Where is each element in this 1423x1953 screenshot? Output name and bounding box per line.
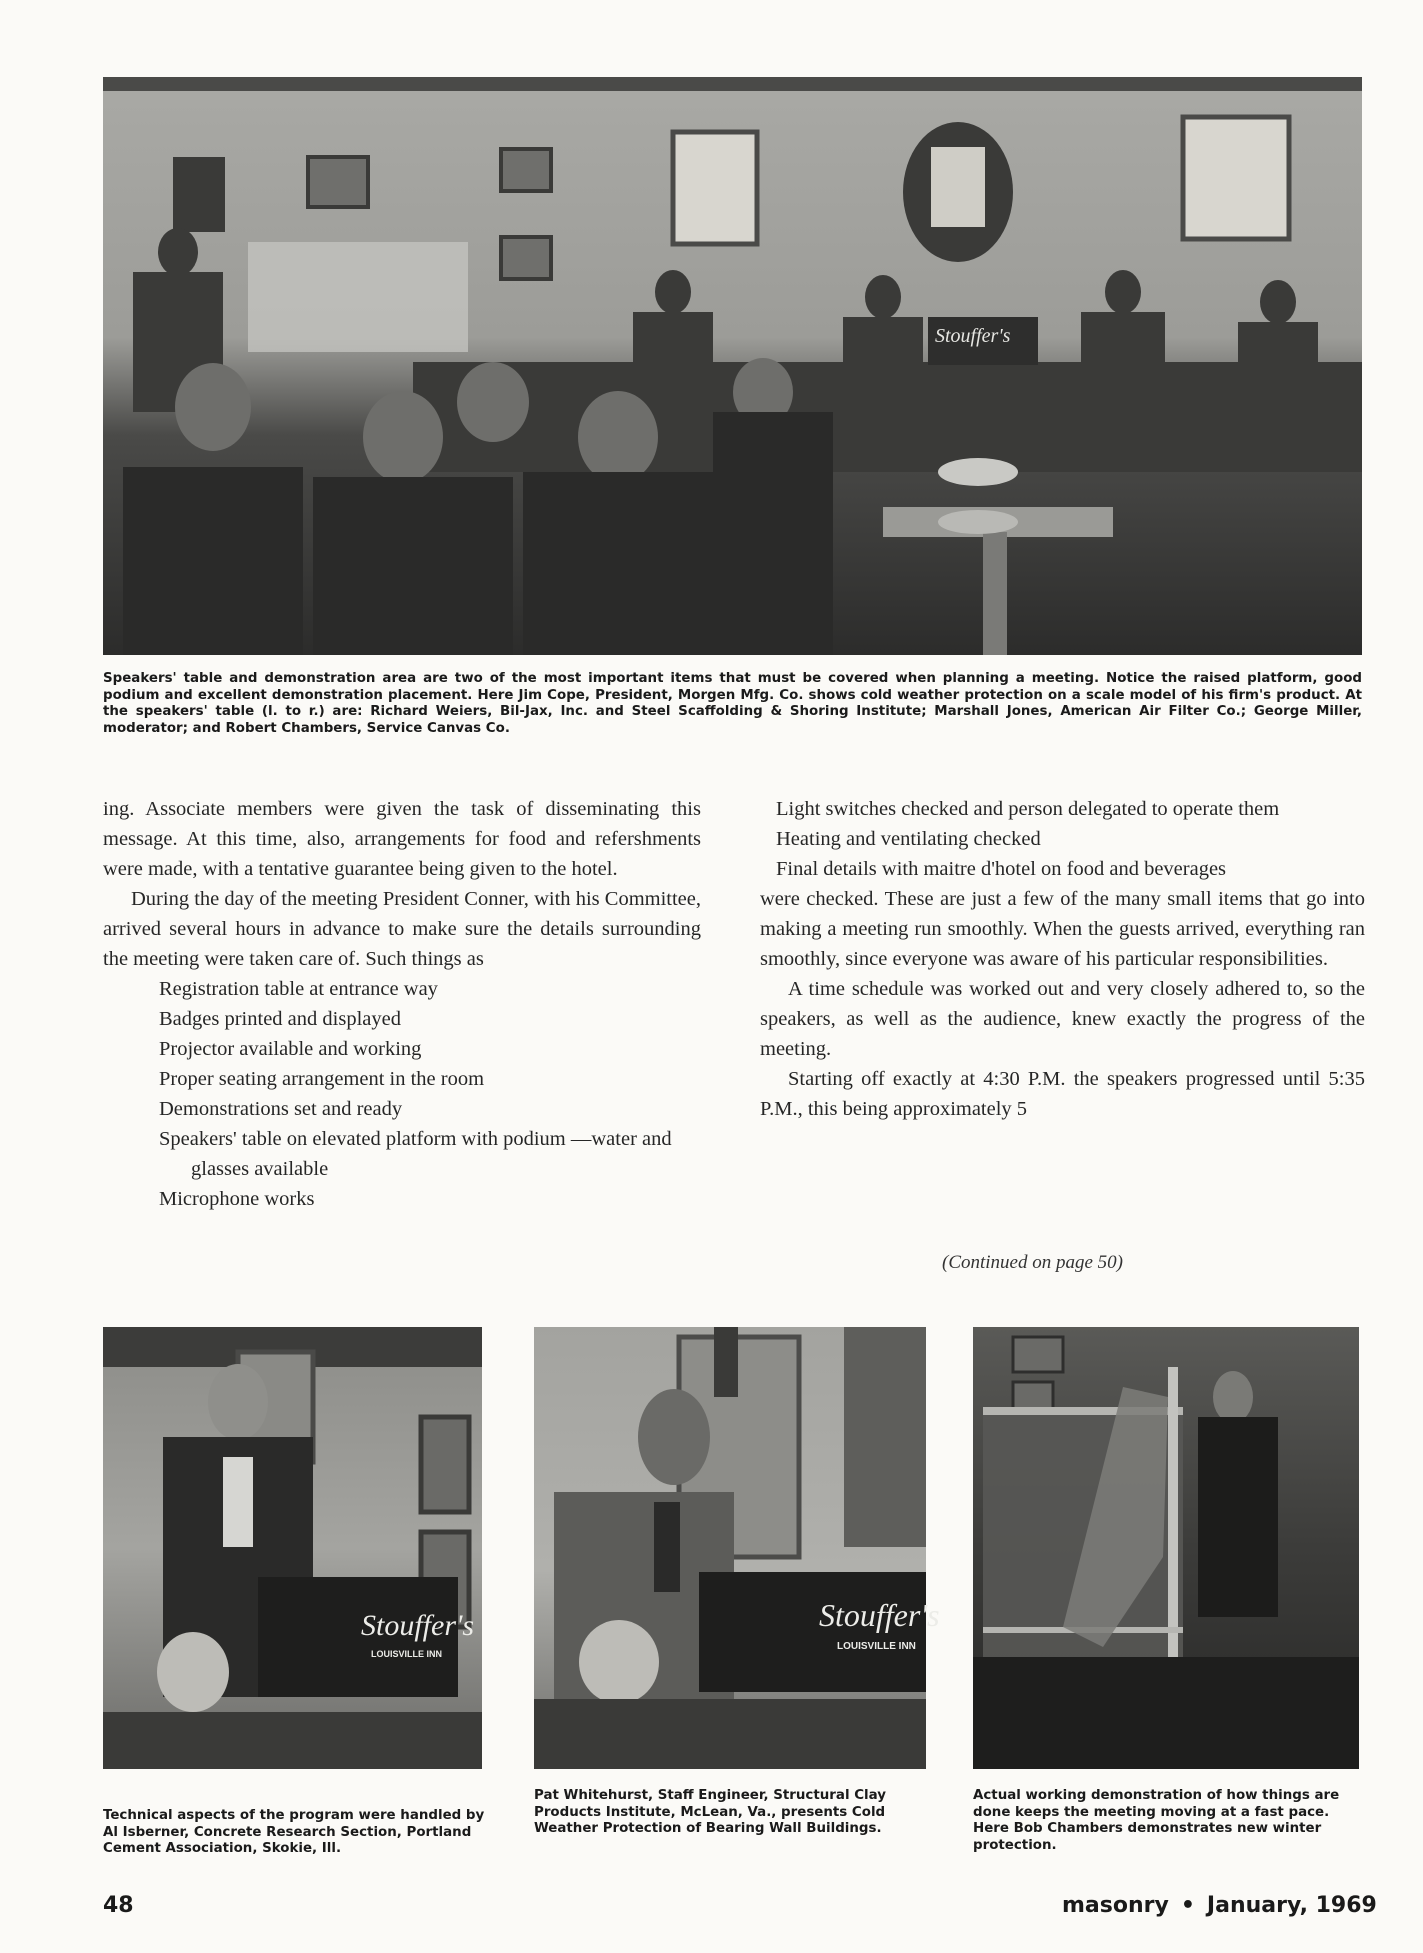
right-paragraph-1: were checked. These are just a few of the many small items that go into making a meeting run smoothly. When the guests arrived, everything ran smoothly, since everyone was aware of his particular responsibilities. (760, 888, 1365, 970)
bottom-middle-photo (534, 1327, 940, 1769)
checklist-item: Registration table at entrance way (159, 978, 438, 1000)
continued-note: (Continued on page 50) (942, 1252, 1124, 1273)
running-footer (1062, 1893, 1377, 1918)
checklist-right (720, 794, 1365, 884)
checklist-item: Proper seating arrangement in the room (159, 1068, 485, 1090)
bottom-left-podium-text: Stouffer's (361, 1609, 475, 1642)
checklist-item: Badges printed and displayed (159, 1008, 401, 1030)
right-paragraph-2: A time schedule was worked out and very closely adhered to, so the speakers, as well as the audience, knew exactly the progress of the meeting. (760, 978, 1365, 1060)
issue-date: January, 1969 (1206, 1893, 1377, 1918)
left-column (103, 794, 701, 1214)
bottom-middle-photo-scene (534, 1327, 926, 1769)
page-number: 48 (103, 1893, 134, 1918)
top-photo-caption: Speakers' table and demonstration area are two of the most important items that must be covered when planning a meeting. Notice the raised platform, good podium and excellent demonstration placement. Here Jim Cope, President, Morgen Mfg. Co. shows cold weather protection on a scale model of his firm's product. At the speakers' table (l. to r.) are: Richard Weiers, Bil-Jax, Inc. and Steel Scaffolding & Shoring Institute; Marshall Jones, American Air Filter Co.; George Miller, moderator; and Robert Chambers, Service Canvas Co. (103, 671, 1362, 736)
bottom-left-podium-subtext: LOUISVILLE INN (371, 1649, 443, 1659)
right-paragraph-3: Starting off exactly at 4:30 P.M. the speakers progressed until 5:35 P.M., this being approximately 5 (760, 1068, 1365, 1120)
bottom-left-caption: Technical aspects of the program were handled by Al Isberner, Concrete Research Section, Portland Cement Association, Skokie, Ill. (103, 1808, 485, 1856)
top-photo (103, 77, 1362, 655)
checklist-item: Heating and ventilating checked (776, 828, 1041, 850)
bottom-left-photo-scene (103, 1327, 482, 1769)
bottom-middle-caption: Pat Whitehurst, Staff Engineer, Structural Clay Products Institute, McLean, Va., presents Cold Weather Protection of Bearing Wall Buildings. (534, 1788, 886, 1836)
bottom-right-photo (973, 1327, 1359, 1769)
checklist-item: Microphone works (159, 1188, 315, 1210)
bottom-middle-podium-text: Stouffer's (819, 1597, 940, 1633)
bullet-separator: • (1180, 1893, 1195, 1918)
publication-name: masonry (1062, 1893, 1169, 1918)
top-photo-sign: Stouffer's (935, 325, 1011, 347)
checklist-item: Speakers' table on elevated platform with podium —water and glasses available (159, 1128, 672, 1180)
bottom-middle-podium-subtext: LOUISVILLE INN (837, 1641, 916, 1652)
right-column (760, 794, 1365, 1124)
checklist-item: Demonstrations set and ready (159, 1098, 403, 1120)
left-paragraph-2: During the day of the meeting President Conner, with his Committee, arrived several hours in advance to make sure the details surrounding the meeting were taken care of. Such things as (103, 888, 701, 970)
checklist-item: Final details with maitre d'hotel on food and beverages (776, 858, 1227, 880)
checklist-item: Projector available and working (159, 1038, 422, 1060)
bottom-right-photo-scene (973, 1327, 1359, 1769)
checklist-left (103, 974, 701, 1214)
bottom-left-photo (103, 1327, 482, 1769)
top-photo-scene (103, 77, 1362, 655)
left-paragraph-1: ing. Associate members were given the task of disseminating this message. At this time, also, arrangements for food and refershments were made, with a tentative guarantee being given to the hotel. (103, 798, 701, 880)
checklist-item: Light switches checked and person delegated to operate them (776, 798, 1280, 820)
bottom-right-caption: Actual working demonstration of how things are done keeps the meeting moving at a fast pace. Here Bob Chambers demonstrates new winter protection. (973, 1788, 1340, 1853)
